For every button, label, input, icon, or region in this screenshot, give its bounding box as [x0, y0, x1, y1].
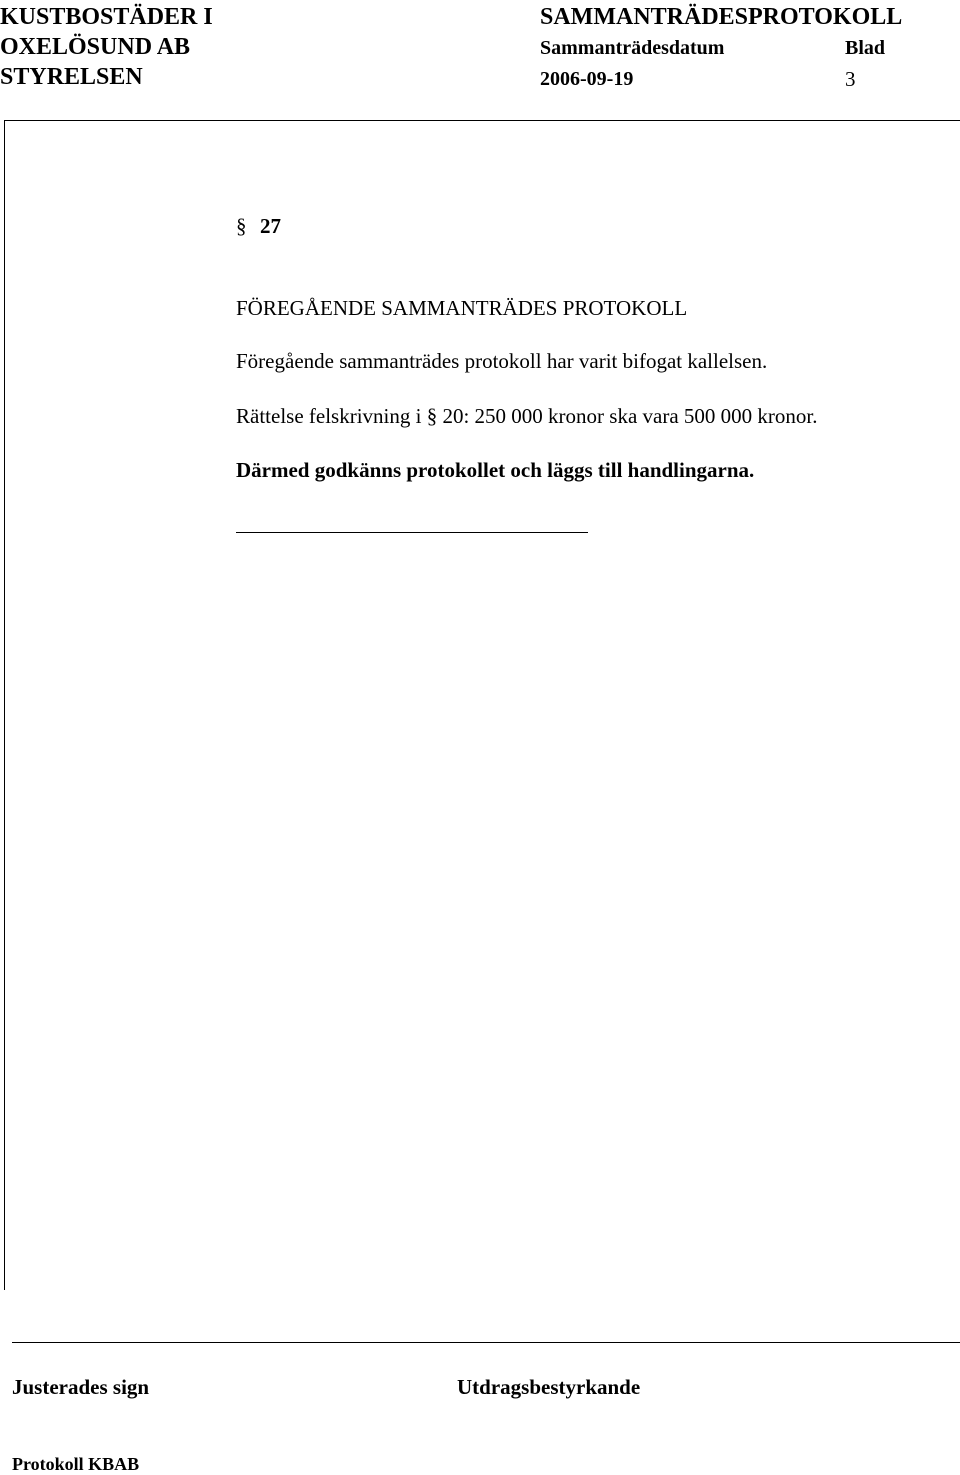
board-name: STYRELSEN — [0, 64, 143, 90]
header-divider-line — [4, 120, 960, 121]
left-margin-line — [4, 120, 5, 1290]
organization-name-line1: KUSTBOSTÄDER I — [0, 4, 213, 30]
document-title: SAMMANTRÄDESPROTOKOLL — [540, 4, 903, 30]
section-heading: FÖREGÅENDE SAMMANTRÄDES PROTOKOLL — [236, 296, 688, 320]
section-number: 27 — [260, 214, 281, 238]
document-footer-name: Protokoll KBAB — [12, 1454, 140, 1474]
meeting-date-value: 2006-09-19 — [540, 68, 634, 90]
organization-name-line2: OXELÖSUND AB — [0, 34, 191, 60]
paragraph-correction: Rättelse felskrivning i § 20: 250 000 kronor ska vara 500 000 kronor. — [236, 404, 818, 428]
section-symbol: § — [236, 214, 247, 238]
decision-text: Därmed godkänns protokollet och läggs till handlingarna. — [236, 458, 755, 482]
footer-divider-line — [12, 1342, 960, 1343]
section-end-line — [236, 532, 588, 533]
extract-certification-label: Utdragsbestyrkande — [457, 1375, 641, 1399]
paragraph-previous-minutes: Föregående sammanträdes protokoll har varit bifogat kallelsen. — [236, 349, 768, 373]
meeting-date-label: Sammanträdesdatum — [540, 37, 725, 59]
page-number: 3 — [845, 67, 856, 91]
page-label: Blad — [845, 37, 886, 59]
adjusted-signature-label: Justerades sign — [12, 1375, 150, 1399]
